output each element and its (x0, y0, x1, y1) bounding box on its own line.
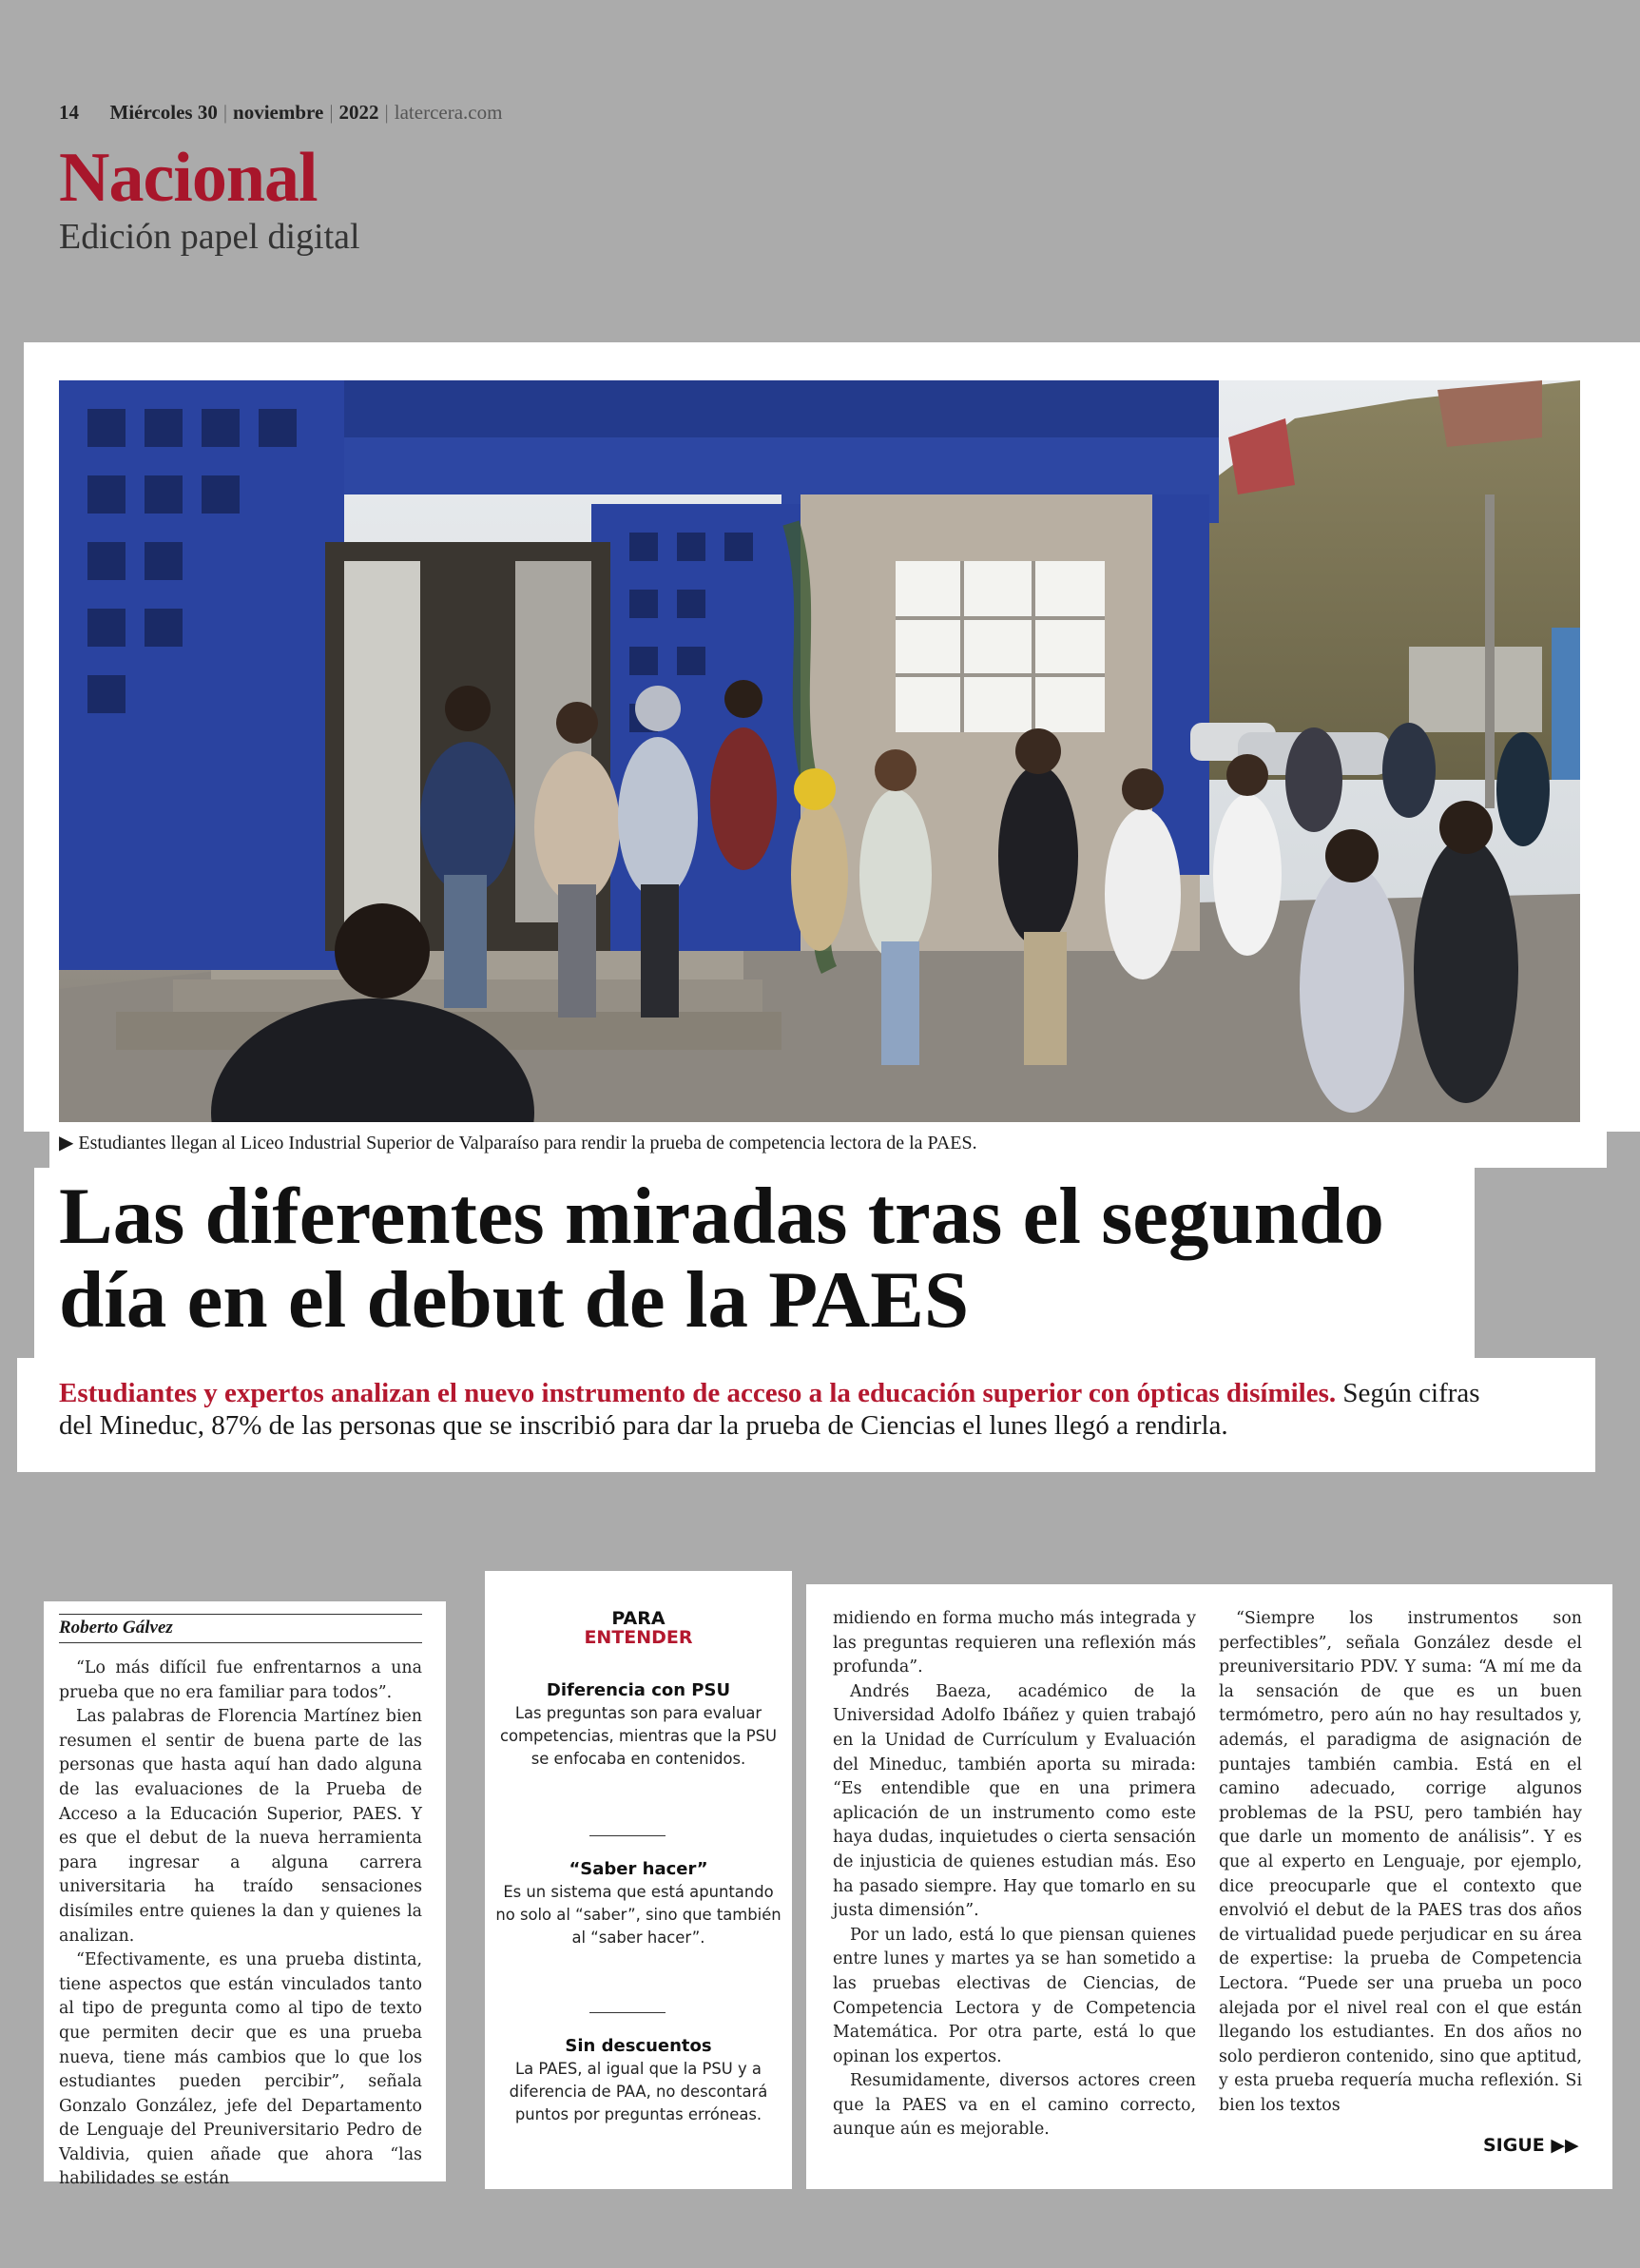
site-link[interactable]: latercera.com (394, 101, 503, 124)
paragraph: Andrés Baeza, académico de la Universidad Adolfo Ibáñez y quien trabajó en la Unidad de Currículum y Evaluación del Mineduc, también aporta su mirada: “Es entendible que en una primera aplicación de un instrumento como este haya dudas, inquietudes o cierta sensación de injusticia de quienes estudian más. Eso ha pasado siempre. Hay que tomarlo en su justa dimensión”. (833, 1681, 1196, 1921)
sidebar-heading (494, 1609, 782, 1647)
sidebar-heading-1: PARA (611, 1608, 666, 1629)
page-number: 14 (59, 101, 79, 124)
paragraph: “Lo más difícil fue enfrentarnos a una prueba que no era familiar para todos”. (59, 1658, 422, 1702)
byline: Roberto Gálvez (59, 1614, 422, 1643)
article-headline: Las diferentes miradas tras el segundo día en el debut de la PAES (59, 1172, 1384, 1345)
fact-title: Sin descuentos (565, 2036, 712, 2056)
paragraph: Resumidamente, diversos actores creen que la PAES va en el camino correcto, aunque aún es mejorable. (833, 2071, 1196, 2140)
fact-body: Las preguntas son para evaluar competencias, mientras que la PSU se enfocaba en contenidos. (499, 1704, 778, 1768)
date-day: Miércoles 30 (109, 101, 218, 124)
fact-body: La PAES, al igual que la PSU y a diferencia de PAA, no descontará puntos por preguntas erróneas. (509, 2060, 768, 2123)
photo-caption (59, 1131, 977, 1154)
paragraph: “Efectivamente, es una prueba distinta, tiene aspectos que están vinculados tanto al tipo de pregunta como al tipo de texto que permiten decir que es una prueba nueva, tiene más cambios que lo que los estudiantes pueden percibir”, señala Gonzalo González, jefe del Departamento de Lenguaje del Preuniversitario Pedro de Valdivia, quien añade que ahora “las habilidades se están (59, 1950, 422, 2189)
sidebar-heading-2: ENTENDER (584, 1627, 693, 1648)
caption-text: Estudiantes llegan al Liceo Industrial Superior de Valparaíso para rendir la prueba de competencia lectora de la PAES. (78, 1133, 977, 1153)
fact-2 (494, 1858, 782, 1949)
article-column-3 (833, 1607, 1196, 2142)
edition-label: Edición papel digital (59, 217, 360, 257)
deck-lead: Estudiantes y expertos analizan el nuevo instrumento de acceso a la educación superior con ópticas disímiles. (59, 1378, 1337, 1408)
paragraph: Por un lado, está lo que piensan quienes entre lunes y martes ya se han sometido a las pruebas electivas de Ciencias, de Competencia Lectora y de Competencia Matemática. Por otra parte, está lo que opinan los expertos. (833, 1925, 1196, 2066)
article-deck (59, 1377, 1514, 1442)
divider (589, 2012, 666, 2013)
dateline: 14 Miércoles 30 | noviembre | 2022 | latercera.com (59, 101, 503, 124)
section-title: Nacional (59, 139, 318, 217)
caption-arrow-icon: ▶ (59, 1133, 74, 1153)
fact-body: Es un sistema que está apuntando no solo al “saber”, sino que también al “saber hacer”. (495, 1883, 781, 1947)
fact-3 (494, 2035, 782, 2126)
fact-1 (494, 1679, 782, 1771)
article-photo (59, 380, 1580, 1122)
paragraph: “Siempre los instrumentos son perfectibles”, señala González desde el preuniversitario PDV. Y suma: “A mí me da la sensación de que es un buen termómetro, pero aún no hay resultados y, además, el paradigma de asignación de puntajes también cambia. Está en el camino adecuado, corrige algunos problemas de la PSU, pero también hay que darle un momento de análisis”. Y es que al experto en Lenguaje, por ejemplo, dice preocuparle que el contexto que envolvió el debut de la PAES tras dos años de virtualidad puede perjudicar en su área de expertise: la prueba de Competencia Lectora. “Puede ser una prueba un poco alejada por el nivel real con el que están llegando los estudiantes. En dos años no solo perdieron contenido, sino que aptitud, y esta prueba requería mucha reflexión. Si bien los textos (1219, 1609, 1582, 2115)
article-column-1 (59, 1657, 422, 2192)
date-month: noviembre (233, 101, 324, 124)
paragraph: midiendo en forma mucho más integrada y las preguntas requieren una reflexión más profunda”. (833, 1609, 1196, 1677)
article-column-4 (1219, 1607, 1582, 2118)
paragraph: Las palabras de Florencia Martínez bien resumen el sentir de buena parte de las personas que hasta aquí han dado alguna de las evaluaciones de la Prueba de Acceso a la Educación Superior, PAES. Y es que el debut de la nueva herramienta para ingresar a alguna carrera universitaria ha traído sensaciones disímiles entre quienes la dan y quienes la analizan. (59, 1707, 422, 1946)
fact-title: “Saber hacer” (569, 1859, 708, 1879)
deck-rest: Según cifras del Mineduc, 87% de las personas que se inscribió para dar la prueba de Ciencias el lunes llegó a rendirla. (59, 1378, 1480, 1441)
fact-title: Diferencia con PSU (546, 1680, 731, 1700)
divider (589, 1835, 666, 1836)
date-year: 2022 (338, 101, 379, 124)
continues-link[interactable]: SIGUE ▶▶ (1483, 2135, 1579, 2156)
